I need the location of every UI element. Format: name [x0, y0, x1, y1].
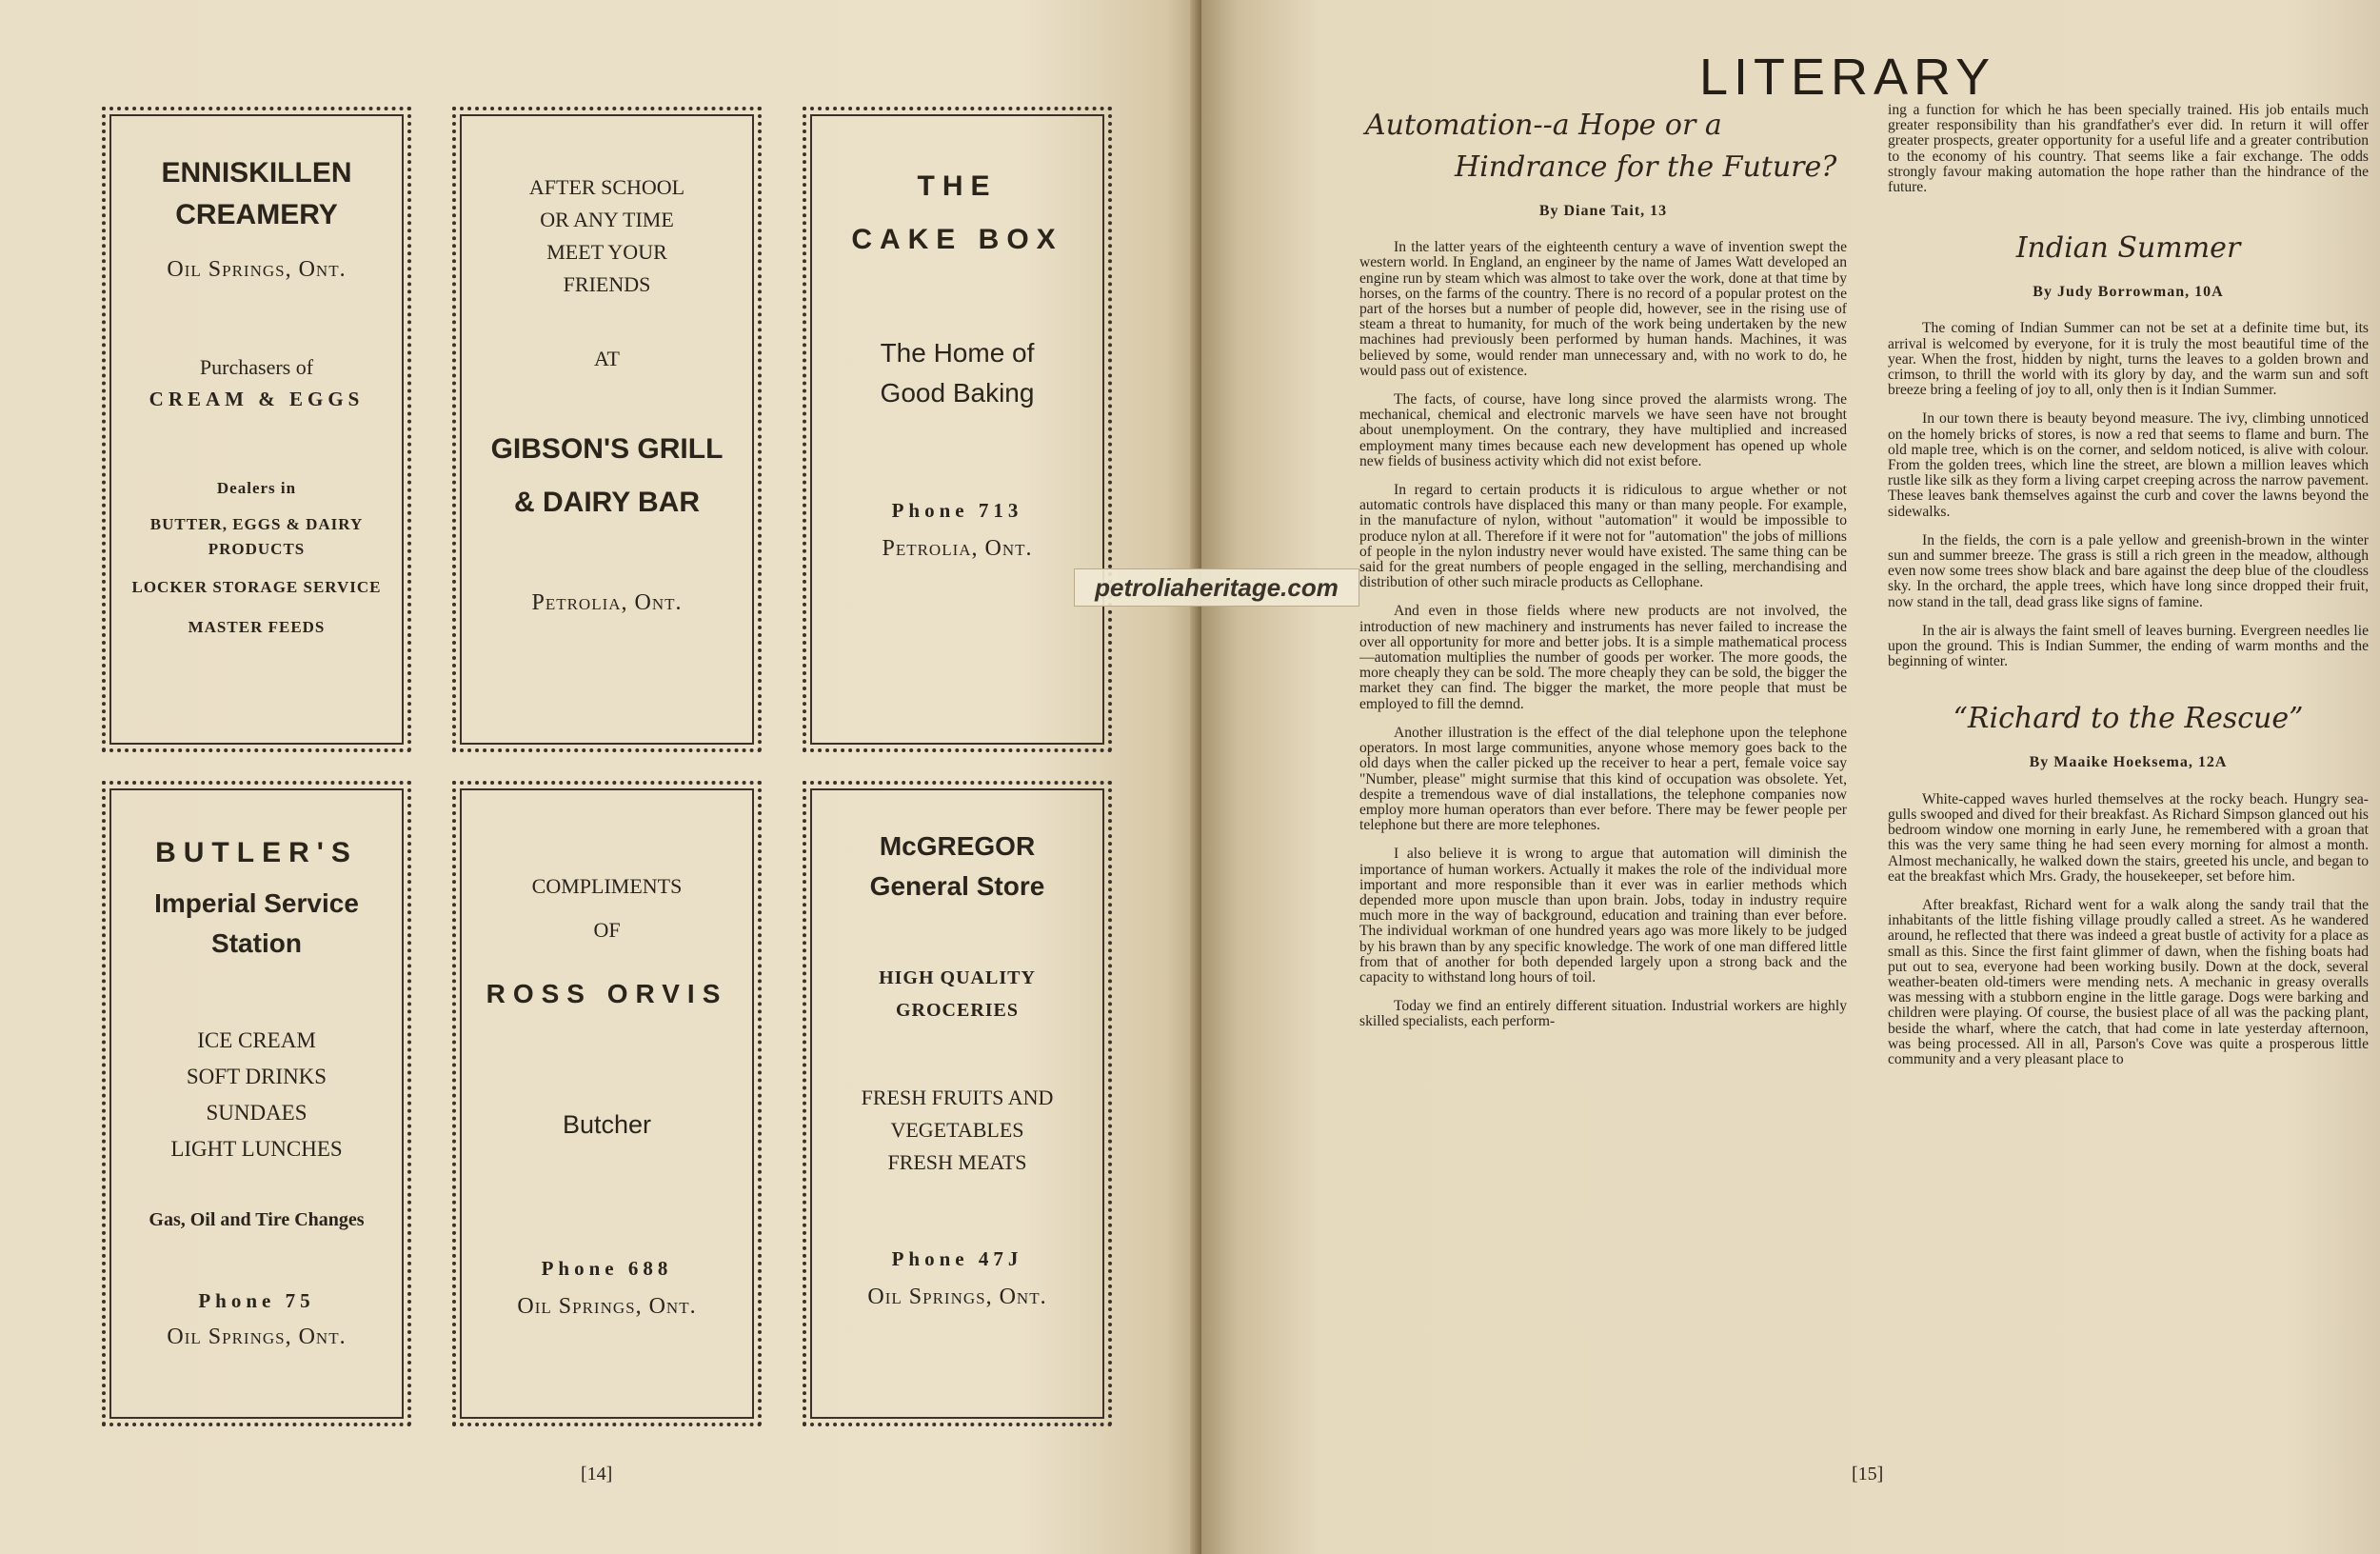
article-byline: By Diane Tait, 13	[1538, 203, 1668, 219]
article-paragraph: Another illustration is the effect of the dial telephone upon the telephone operators. In most large communities, anyone whose memory goes back to the old days when the caller picked up the receiver to hear a pert, female voice say "Number, please" might surmise that this kind of occupation was obsolete. Yet, despite a tremendous wave of dial installations, the telephone companies now employ more human operators than ever before. There may be fewer people per telephone but there are more telephones.	[1359, 724, 1847, 834]
ad-butlers-service-station	[102, 781, 411, 1426]
article-paragraph: In the latter years of the eighteenth century a wave of invention swept the western world. In England, an engineer by the name of James Watt developed an engine run by steam which was almost to take over the work, done at that time by horses, on the farms of the country. There is no record of a popular protest on the part of the horses but a number of people did, however, see in the rising use of steam a threat to humanity, for much of the work being undertaken by the new machines had previously been performed by human hands. Machines, it was believed by some, would render man unnecessary and, with no work to do, he would pass out of existence.	[1359, 239, 1847, 379]
ad-text: Gas, Oil and Tire Changes	[149, 1209, 365, 1230]
article-paragraph: In our town there is beauty beyond measure. The ivy, climbing unnoticed on the homely bricks of stores, is now a red that seems to flame and burn. The old maple tree, which is on the corner, and seldom noticed, is alive with colour. From the golden trees, which line the street, are blown a million leaves which rustle like silk as they form a living carpet creeping across the narrow pavement. These leaves bank themselves against the curb and cover the lawns beyond the sidewalks.	[1888, 410, 2369, 520]
ad-text: AFTER SCHOOL	[528, 175, 685, 199]
ad-cake-box	[803, 107, 1112, 752]
ad-text: FRESH MEATS	[887, 1150, 1027, 1174]
ad-text: FRESH FRUITS AND	[861, 1086, 1054, 1109]
ad-text: Dealers in	[216, 479, 297, 497]
ad-text: LIGHT LUNCHES	[170, 1137, 343, 1161]
ad-text: AT	[594, 347, 620, 370]
ad-text: Butcher	[562, 1110, 652, 1139]
ad-text: MEET YOUR	[546, 240, 667, 264]
ad-text: Purchasers of	[199, 355, 314, 379]
article-title: Indian Summer	[2015, 231, 2241, 266]
ad-text: OF	[593, 918, 621, 942]
ad-location: Petrolia, Ont.	[531, 590, 683, 615]
ad-title: CAKE BOX	[851, 224, 1063, 255]
ad-location: Oil Springs, Ont.	[867, 1285, 1047, 1309]
ad-text: SOFT DRINKS	[186, 1065, 327, 1088]
article-title: Hindrance for the Future?	[1455, 150, 1837, 184]
article-paragraph: And even in those fields where new products are not involved, the introduction of new machinery and instruments has never failed to increase the over all opportunity for more and better jobs. It is a simple mathematical process—automation multiplies the number of goods per worker. The more goods, the more cheaply they can be sold. The more cheaply they can be sold, the bigger the market they can find. The bigger the market, the more people that must be employed to fill the demnd.	[1359, 603, 1847, 712]
article-paragraph: White-capped waves hurled themselves at the rocky beach. Hungry sea-gulls swooped and dived for their breakfast. As Richard Simpson glanced out his bedroom window one morning in early June, he remembered with a groan that this was the very same thing he had seen every morning for almost a month. Almost mechanically, he walked down the stairs, greeted his uncle, and began to eat the breakfast which Mrs. Grady, the housekeeper, set before him.	[1888, 790, 2369, 885]
watermark: petroliaheritage.com	[1074, 568, 1359, 607]
ad-title: McGREGOR	[879, 831, 1036, 861]
article-paragraph: I also believe it is wrong to argue that automation will diminish the importance of human workers. Actually it makes the role of the individual more important and more responsible than it ever was in earlier methods which depended more upon muscle than upon brain. Jobs, today in industry require much more in the way of background, education and training than ever before. The individual workman of one hundred years ago was more likely to be judged by his brawn than by any specific knowledge. The work of one man differed little from that of another for both depended largely upon a strong back and the capacity to withstand long hours of toil.	[1359, 846, 1847, 986]
page-number: [15]	[1852, 1464, 1884, 1484]
ad-title: ROSS ORVIS	[486, 979, 728, 1008]
ad-text: The Home of	[880, 338, 1035, 368]
ad-text: Good Baking	[880, 378, 1035, 408]
ad-text: COMPLIMENTS	[531, 874, 683, 898]
ad-phone: Phone 688	[541, 1257, 673, 1280]
ad-text: OR ANY TIME	[540, 208, 674, 231]
article-byline: By Maaike Hoeksema, 12A	[2029, 754, 2228, 771]
ad-text: LOCKER STORAGE SERVICE	[131, 578, 382, 596]
page-number: [14]	[581, 1464, 613, 1484]
ad-title: Imperial Service	[154, 888, 359, 918]
article-paragraph: Today we find an entirely different situation. Industrial workers are highly skilled specialists, each perform-	[1359, 998, 1847, 1030]
article-paragraph: In regard to certain products it is ridiculous to argue whether or not automatic controls have displaced this many or than many people. For example, in the manufacture of nylon, without "automation" it would be impossible to produce nylon at all. Therefore if it were not for "automation" the jobs of millions of people in the nylon industry never would have existed. The same thing can be said for the great numbers of people engaged in the selling, merchandising and distribution of other such miracle products as Cellophane.	[1359, 482, 1847, 591]
ad-location: Oil Springs, Ont.	[167, 1325, 347, 1349]
ad-title: BUTLER'S	[155, 837, 358, 868]
ad-location: Oil Springs, Ont.	[517, 1294, 697, 1319]
ad-text: CREAM & EGGS	[149, 388, 365, 410]
article-column-left	[1359, 105, 1847, 1504]
ad-title: General Store	[869, 871, 1045, 901]
ad-text: ICE CREAM	[197, 1028, 316, 1052]
article-paragraph: ing a function for which he has been specially trained. His job entails much greater responsibility than his grandfather's ever did. In return it will offer greater prospects, greater opportunity for a useful life and a greater contribution to the economy of his country. That seems like a fair exchange. The odds strongly favour making automation the hope rather than the hindrance of the future.	[1888, 103, 2369, 196]
ad-enniskillen-creamery	[102, 107, 411, 752]
ad-title: CREAMERY	[175, 199, 338, 230]
ad-gibsons-grill	[452, 107, 762, 752]
ad-title: & DAIRY BAR	[513, 487, 700, 518]
ad-phone: Phone 75	[198, 1289, 315, 1312]
article-paragraph: The coming of Indian Summer can not be set at a definite time but, its arrival is welcomed by everyone, for it is truly the most beautiful time of the year. When the frost, hidden by night, turns the leaves to a golden brown and crimson, to thrill the world with its glory by day, and the warm sun and soft breeze bring a feeling of joy to all, only then is it Indian Summer.	[1888, 320, 2369, 399]
article-column-right	[1888, 103, 2369, 1503]
article-paragraph: After breakfast, Richard went for a walk along the sandy trail that the inhabitants of the little fishing village proudly called a street. As he wandered around, he reflected that there was indeed a great bustle of activity for a place as small as this. Since the first faint glimmer of dawn, when the fishing boats had put out to sea, everyone had been working busily. Down at the dock, several weather-beaten old-timers were mending nets. A mechanic in greasy overalls was messing with a stubborn engine in the little garage. Dogs were barking and children were playing. Of course, the busiest place of all was the packing plant, beside the wharf, where the catch, that had come in late yesterday afternoon, was being processed. All in all, Parson's Cove was quite a prosperous little community and a very pleasant place to	[1888, 896, 2369, 1067]
ad-phone: Phone 47J	[891, 1247, 1023, 1270]
article-paragraph: In the fields, the corn is a pale yellow and greenish-brown in the winter sun and summer breeze. The grass is still a rich green in the meadow, although even now some trees show black and bare against the deep blue of the cloudless sky. In the orchard, the apple trees, which have long since dropped their fruit, now stand in the tall, dead grass like signs of famine.	[1888, 531, 2369, 610]
article-paragraph: In the air is always the faint smell of leaves burning. Evergreen needles lie upon the ground. This is Indian Summer, the ending of warm months and the beginning of winter.	[1888, 622, 2369, 670]
article-byline: By Judy Borrowman, 10A	[2033, 284, 2224, 301]
ad-location: Oil Springs, Ont.	[167, 257, 347, 282]
ad-text: MASTER FEEDS	[188, 618, 326, 636]
ad-location: Petrolia, Ont.	[882, 536, 1033, 561]
article-title: Automation--a Hope or a	[1365, 109, 1722, 142]
ad-text: FRIENDS	[563, 272, 651, 296]
ad-text: GROCERIES	[895, 1000, 1020, 1021]
ad-text: SUNDAES	[206, 1101, 307, 1125]
ad-phone: Phone 713	[891, 499, 1023, 522]
ad-ross-orvis	[452, 781, 762, 1426]
ad-title: GIBSON'S GRILL	[490, 433, 724, 465]
ad-title: THE	[917, 170, 998, 202]
ad-title: ENNISKILLEN	[161, 157, 352, 189]
ad-text: BUTTER, EGGS & DAIRY PRODUCTS	[149, 515, 364, 558]
section-title: LITERARY	[1699, 49, 1996, 106]
article-paragraph: The facts, of course, have long since proved the alarmists wrong. The mechanical, chemical and electronic marvels we have seen have not brought about unemployment. On the contrary, they have multiplied and increased employment many times because each new development has opened up whole new fields of business activity which did not exist before.	[1359, 391, 1847, 469]
ad-text: VEGETABLES	[890, 1118, 1024, 1142]
ad-mcgregor-general-store	[803, 781, 1112, 1426]
ad-title: Station	[211, 928, 302, 958]
article-title: “Richard to the Rescue”	[1953, 702, 2304, 736]
ad-text: HIGH QUALITY	[879, 967, 1036, 988]
